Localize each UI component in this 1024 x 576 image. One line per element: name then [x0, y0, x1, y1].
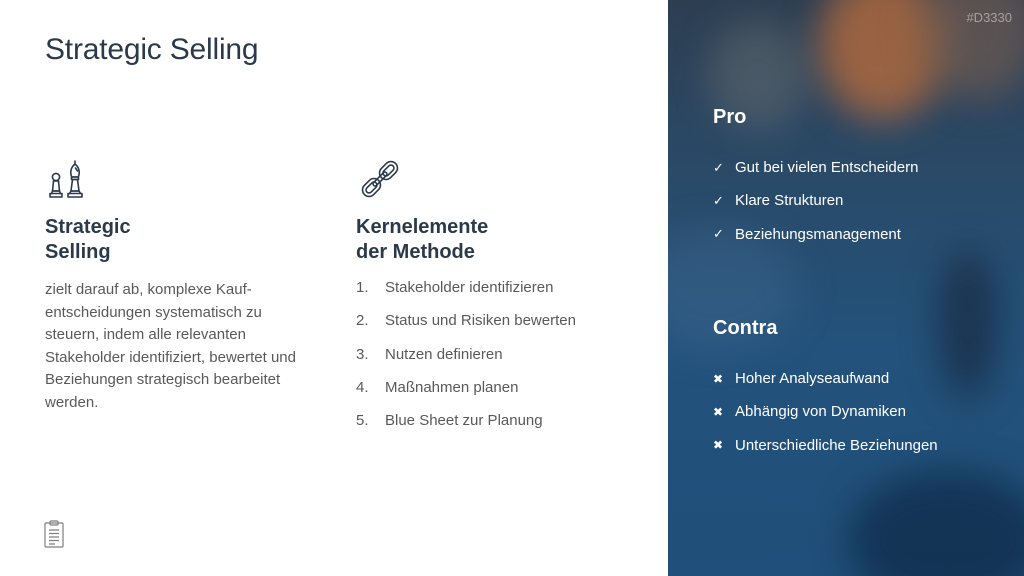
slide-code: #D3330	[966, 10, 1012, 25]
pro-item-text: Beziehungsmanagement	[735, 225, 901, 243]
pro-item-text: Gut bei vielen Entscheidern	[735, 159, 919, 177]
list-item	[713, 218, 918, 251]
contra-heading: Contra	[713, 317, 778, 339]
contra-item-text: Unterschiedliche Beziehungen	[735, 436, 938, 454]
cross-icon: ✖	[713, 438, 724, 453]
list-item	[356, 412, 636, 445]
step-number: 1.	[356, 279, 369, 296]
chain-link-icon	[356, 155, 404, 203]
step-text: Maßnahmen planen	[385, 378, 519, 396]
step-number: 5.	[356, 412, 369, 430]
description-text: zielt darauf ab, komplexe Kauf-entscheidungen systematisch zu steuern, indem alle relevanten Stakeholder identifiziert, bewertet und Beziehungen strategisch bearbeitet werden.	[45, 281, 296, 411]
steps-list	[356, 279, 636, 445]
list-item	[356, 312, 636, 345]
list-item	[713, 362, 938, 395]
list-item	[356, 346, 636, 379]
pro-heading: Pro	[713, 106, 747, 128]
step-number: 4.	[356, 378, 369, 396]
core-elements-column	[356, 155, 636, 445]
list-item	[356, 379, 636, 412]
step-number: 2.	[356, 312, 369, 330]
contra-item-text: Hoher Analyseaufwand	[735, 370, 890, 388]
cross-icon: ✖	[713, 371, 724, 386]
strategic-selling-column	[45, 155, 305, 415]
step-text: Stakeholder identifizieren	[385, 279, 554, 296]
pro-item-text: Klare Strukturen	[735, 192, 844, 210]
step-text: Nutzen definieren	[385, 345, 503, 363]
column-heading-line: Strategic	[45, 216, 131, 238]
step-number: 3.	[356, 345, 369, 363]
step-text: Status und Risiken bewerten	[385, 312, 576, 330]
list-item	[713, 184, 918, 217]
list-item	[713, 429, 938, 462]
column-heading-line: Kernelemente	[356, 216, 489, 238]
column-heading-line: der Methode	[356, 241, 475, 263]
background-blur	[938, 250, 998, 400]
column-heading	[45, 215, 305, 265]
list-item	[356, 279, 636, 312]
column-heading-line: Selling	[45, 241, 111, 263]
background-blur	[848, 470, 1024, 576]
pro-contra-panel	[668, 0, 1024, 576]
list-item	[713, 151, 918, 184]
check-icon: ✓	[713, 192, 724, 208]
cross-icon: ✖	[713, 404, 724, 419]
page-title: Strategic Selling	[45, 33, 259, 66]
contra-item-text: Abhängig von Dynamiken	[735, 403, 906, 421]
check-icon: ✓	[713, 159, 724, 175]
column-heading	[356, 215, 636, 265]
step-text: Blue Sheet zur Planung	[385, 412, 543, 430]
check-icon: ✓	[713, 226, 724, 242]
chess-pieces-icon	[45, 155, 93, 203]
list-item	[713, 395, 938, 428]
clipboard-icon	[44, 520, 64, 548]
pro-list	[713, 151, 918, 251]
contra-list	[713, 362, 938, 462]
